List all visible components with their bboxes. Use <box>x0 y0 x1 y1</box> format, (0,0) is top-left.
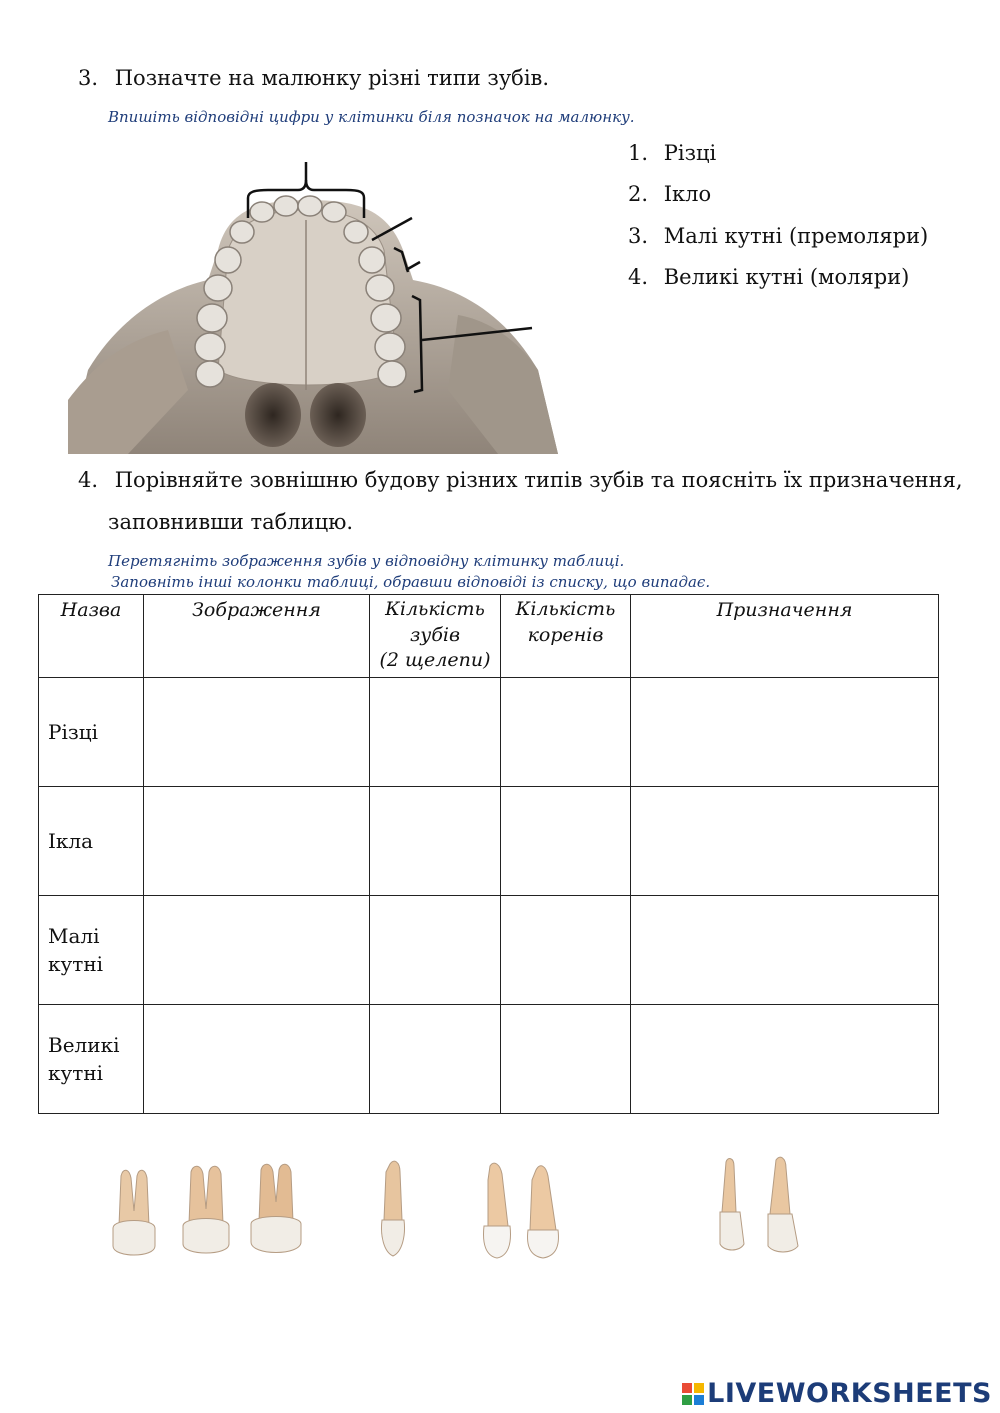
header-name: Назва <box>39 595 144 678</box>
legend-num: 1. <box>628 141 649 165</box>
legend-item-4 <box>628 265 909 289</box>
q4-heading <box>78 468 963 493</box>
purpose-select-cell[interactable] <box>631 678 939 787</box>
premolars-draggable-image[interactable] <box>480 1160 566 1262</box>
row-name: Ікла <box>39 787 144 896</box>
table-header-row <box>39 595 939 678</box>
purpose-select-cell[interactable] <box>631 1005 939 1114</box>
roots-select-cell[interactable] <box>501 787 631 896</box>
count-select-cell[interactable] <box>370 678 501 787</box>
image-drop-cell[interactable] <box>144 896 370 1005</box>
table-row <box>39 896 939 1005</box>
logo-icon <box>682 1381 704 1403</box>
legend-item-3 <box>628 224 928 248</box>
header-purpose: Призначення <box>631 595 939 678</box>
legend-label: Різці <box>663 141 717 165</box>
q4-title-line2: заповнивши таблицю. <box>108 510 354 534</box>
roots-select-cell[interactable] <box>501 678 631 787</box>
count-select-cell[interactable] <box>370 787 501 896</box>
q4-title-line1: Порівняйте зовнішню будову різних типів зубів та поясніть їх призначення, <box>114 468 963 492</box>
q4-hint-line1: Перетягніть зображення зубів у відповідну клітинку таблиці. <box>108 552 625 570</box>
legend-num: 3. <box>628 224 649 248</box>
table-row <box>39 787 939 896</box>
image-drop-cell[interactable] <box>144 1005 370 1114</box>
liveworksheets-logo <box>682 1378 992 1409</box>
roots-select-cell[interactable] <box>501 896 631 1005</box>
legend-label: Великі кутні (моляри) <box>663 265 910 289</box>
q4-number: 4. <box>78 468 99 492</box>
legend-label: Малі кутні (премоляри) <box>663 224 929 248</box>
q3-number: 3. <box>78 66 99 90</box>
image-drop-cell[interactable] <box>144 678 370 787</box>
row-name: Великі кутні <box>39 1005 144 1114</box>
header-image: Зображення <box>144 595 370 678</box>
q3-heading <box>78 66 549 91</box>
image-drop-cell[interactable] <box>144 787 370 896</box>
molars-draggable-image[interactable] <box>105 1160 315 1260</box>
legend-num: 4. <box>628 265 649 289</box>
header-count: Кількість зубів (2 щелепи) <box>370 595 501 678</box>
legend-item-1 <box>628 141 716 165</box>
row-name: Різці <box>39 678 144 787</box>
q3-title: Позначте на малюнку різні типи зубів. <box>114 66 550 90</box>
q3-hint: Впишіть відповідні цифри у клітинки біля позначок на малюнку. <box>108 108 635 126</box>
canine-draggable-image[interactable] <box>370 1158 418 1262</box>
teeth-comparison-table <box>38 594 939 1114</box>
table-row <box>39 1005 939 1114</box>
count-select-cell[interactable] <box>370 1005 501 1114</box>
q4-hint-line2: Заповніть інші колонки таблиці, обравши відповіді із списку, що випадає. <box>111 573 711 591</box>
purpose-select-cell[interactable] <box>631 787 939 896</box>
table-row <box>39 678 939 787</box>
legend-label: Ікло <box>663 182 712 206</box>
logo-text: LIVEWORKSHEETS <box>707 1378 992 1409</box>
roots-select-cell[interactable] <box>501 1005 631 1114</box>
legend-item-2 <box>628 182 711 206</box>
header-roots: Кількість коренів <box>501 595 631 678</box>
palate-illustration <box>68 140 580 454</box>
incisors-draggable-image[interactable] <box>712 1154 804 1258</box>
row-name: Малі кутні <box>39 896 144 1005</box>
legend-num: 2. <box>628 182 649 206</box>
purpose-select-cell[interactable] <box>631 896 939 1005</box>
count-select-cell[interactable] <box>370 896 501 1005</box>
